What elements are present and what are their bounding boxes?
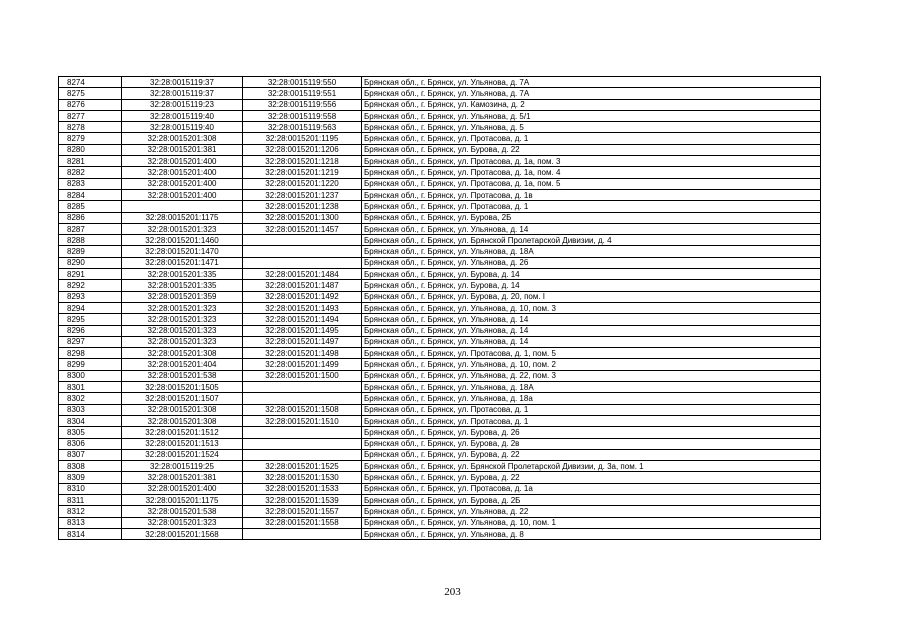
table-row [59,133,821,144]
address-cell: Брянская обл., г. Брянск, ул. Бурова, д. 14 [362,280,821,291]
row-number-cell: 8312 [59,506,122,517]
row-number-cell: 8299 [59,359,122,370]
parcel-cadastral-number-cell: 32:28:0015201:381 [122,472,243,483]
row-number-cell: 8304 [59,415,122,426]
parcel-cadastral-number-cell: 32:28:0015201:538 [122,506,243,517]
address-cell: Брянская обл., г. Брянск, ул. Ульянова, д. 14 [362,336,821,347]
object-cadastral-number-cell: 32:28:0015201:1219 [243,167,362,178]
row-number-cell: 8309 [59,472,122,483]
object-cadastral-number-cell: 32:28:0015201:1206 [243,144,362,155]
table-row [59,427,821,438]
object-cadastral-number-cell [243,235,362,246]
table-row [59,212,821,223]
parcel-cadastral-number-cell: 32:28:0015201:381 [122,144,243,155]
object-cadastral-number-cell: 32:28:0015201:1237 [243,189,362,200]
parcel-cadastral-number-cell: 32:28:0015201:1175 [122,494,243,505]
parcel-cadastral-number-cell: 32:28:0015201:308 [122,133,243,144]
table-body [59,77,821,540]
row-number-cell: 8274 [59,77,122,88]
parcel-cadastral-number-cell: 32:28:0015201:323 [122,336,243,347]
table-row [59,302,821,313]
address-cell: Брянская обл., г. Брянск, ул. Ульянова, д. 10, пом. 1 [362,517,821,528]
object-cadastral-number-cell: 32:28:0015201:1558 [243,517,362,528]
address-cell: Брянская обл., г. Брянск, ул. Ульянова, д. 14 [362,325,821,336]
address-cell: Брянская обл., г. Брянск, ул. Протасова, д. 1 [362,201,821,212]
object-cadastral-number-cell: 32:28:0015201:1495 [243,325,362,336]
table-row [59,110,821,121]
object-cadastral-number-cell [243,427,362,438]
row-number-cell: 8311 [59,494,122,505]
object-cadastral-number-cell [243,382,362,393]
address-cell: Брянская обл., г. Брянск, ул. Протасова, д. 1 [362,133,821,144]
table-row [59,235,821,246]
table-row [59,223,821,234]
object-cadastral-number-cell [243,393,362,404]
address-cell: Брянская обл., г. Брянск, ул. Бурова, д. 2в [362,438,821,449]
table-row [59,77,821,88]
table-row [59,404,821,415]
object-cadastral-number-cell: 32:28:0015201:1497 [243,336,362,347]
parcel-cadastral-number-cell: 32:28:0015201:1524 [122,449,243,460]
parcel-cadastral-number-cell: 32:28:0015119:25 [122,461,243,472]
object-cadastral-number-cell: 32:28:0015119:563 [243,122,362,133]
address-cell: Брянская обл., г. Брянск, ул. Камозина, д. 2 [362,99,821,110]
table-row [59,257,821,268]
parcel-cadastral-number-cell: 32:28:0015201:1568 [122,528,243,539]
address-cell: Брянская обл., г. Брянск, ул. Брянской Пролетарской Дивизии, д. 4 [362,235,821,246]
table-row [59,517,821,528]
row-number-cell: 8288 [59,235,122,246]
parcel-cadastral-number-cell: 32:28:0015201:400 [122,189,243,200]
row-number-cell: 8300 [59,370,122,381]
parcel-cadastral-number-cell: 32:28:0015201:323 [122,302,243,313]
object-cadastral-number-cell: 32:28:0015201:1494 [243,314,362,325]
row-number-cell: 8292 [59,280,122,291]
row-number-cell: 8281 [59,156,122,167]
address-cell: Брянская обл., г. Брянск, ул. Ульянова, д. 14 [362,314,821,325]
table-row [59,336,821,347]
parcel-cadastral-number-cell: 32:28:0015201:308 [122,404,243,415]
row-number-cell: 8285 [59,201,122,212]
row-number-cell: 8303 [59,404,122,415]
row-number-cell: 8308 [59,461,122,472]
parcel-cadastral-number-cell [122,201,243,212]
parcel-cadastral-number-cell: 32:28:0015119:37 [122,77,243,88]
row-number-cell: 8310 [59,483,122,494]
row-number-cell: 8276 [59,99,122,110]
address-cell: Брянская обл., г. Брянск, ул. Протасова, д. 1а, пом. 4 [362,167,821,178]
cadastral-table [58,76,821,540]
object-cadastral-number-cell: 32:28:0015201:1238 [243,201,362,212]
object-cadastral-number-cell: 32:28:0015201:1220 [243,178,362,189]
row-number-cell: 8280 [59,144,122,155]
parcel-cadastral-number-cell: 32:28:0015201:323 [122,325,243,336]
table-row [59,156,821,167]
parcel-cadastral-number-cell: 32:28:0015201:1470 [122,246,243,257]
parcel-cadastral-number-cell: 32:28:0015201:323 [122,223,243,234]
object-cadastral-number-cell: 32:28:0015119:550 [243,77,362,88]
object-cadastral-number-cell [243,257,362,268]
object-cadastral-number-cell: 32:28:0015201:1533 [243,483,362,494]
table-row [59,122,821,133]
address-cell: Брянская обл., г. Брянск, ул. Ульянова, д. 26 [362,257,821,268]
object-cadastral-number-cell: 32:28:0015201:1487 [243,280,362,291]
row-number-cell: 8301 [59,382,122,393]
object-cadastral-number-cell: 32:28:0015201:1510 [243,415,362,426]
parcel-cadastral-number-cell: 32:28:0015201:335 [122,280,243,291]
table-row [59,438,821,449]
table-row [59,178,821,189]
address-cell: Брянская обл., г. Брянск, ул. Протасова, д. 1 [362,415,821,426]
table-row [59,269,821,280]
object-cadastral-number-cell: 32:28:0015201:1499 [243,359,362,370]
object-cadastral-number-cell [243,246,362,257]
row-number-cell: 8284 [59,189,122,200]
parcel-cadastral-number-cell: 32:28:0015201:400 [122,156,243,167]
address-cell: Брянская обл., г. Брянск, ул. Протасова, д. 1а [362,483,821,494]
object-cadastral-number-cell: 32:28:0015119:551 [243,88,362,99]
row-number-cell: 8297 [59,336,122,347]
object-cadastral-number-cell: 32:28:0015201:1457 [243,223,362,234]
row-number-cell: 8278 [59,122,122,133]
table-row [59,189,821,200]
row-number-cell: 8283 [59,178,122,189]
row-number-cell: 8294 [59,302,122,313]
address-cell: Брянская обл., г. Брянск, ул. Протасова, д. 1а, пом. 5 [362,178,821,189]
parcel-cadastral-number-cell: 32:28:0015201:400 [122,483,243,494]
table-row [59,528,821,539]
object-cadastral-number-cell [243,449,362,460]
table-row [59,359,821,370]
address-cell: Брянская обл., г. Брянск, ул. Брянской Пролетарской Дивизии, д. 3а, пом. 1 [362,461,821,472]
parcel-cadastral-number-cell: 32:28:0015119:23 [122,99,243,110]
table-row [59,280,821,291]
object-cadastral-number-cell [243,528,362,539]
address-cell: Брянская обл., г. Брянск, ул. Бурова, д. 2Б [362,494,821,505]
object-cadastral-number-cell: 32:28:0015201:1539 [243,494,362,505]
row-number-cell: 8277 [59,110,122,121]
parcel-cadastral-number-cell: 32:28:0015201:1505 [122,382,243,393]
address-cell: Брянская обл., г. Брянск, ул. Ульянова, д. 18А [362,246,821,257]
object-cadastral-number-cell: 32:28:0015201:1218 [243,156,362,167]
address-cell: Брянская обл., г. Брянск, ул. Бурова, д. 26 [362,427,821,438]
address-cell: Брянская обл., г. Брянск, ул. Бурова, д. 22 [362,144,821,155]
table-row [59,325,821,336]
object-cadastral-number-cell: 32:28:0015201:1484 [243,269,362,280]
page-number: 203 [444,586,461,598]
parcel-cadastral-number-cell: 32:28:0015201:308 [122,348,243,359]
parcel-cadastral-number-cell: 32:28:0015119:40 [122,110,243,121]
address-cell: Брянская обл., г. Брянск, ул. Ульянова, д. 8 [362,528,821,539]
table-row [59,483,821,494]
parcel-cadastral-number-cell: 32:28:0015201:400 [122,178,243,189]
address-cell: Брянская обл., г. Брянск, ул. Ульянова, д. 10, пом. 2 [362,359,821,370]
table-row [59,99,821,110]
table-row [59,494,821,505]
parcel-cadastral-number-cell: 32:28:0015201:323 [122,314,243,325]
object-cadastral-number-cell: 32:28:0015201:1492 [243,291,362,302]
address-cell: Брянская обл., г. Брянск, ул. Ульянова, д. 5/1 [362,110,821,121]
parcel-cadastral-number-cell: 32:28:0015201:335 [122,269,243,280]
row-number-cell: 8290 [59,257,122,268]
object-cadastral-number-cell: 32:28:0015201:1498 [243,348,362,359]
address-cell: Брянская обл., г. Брянск, ул. Протасова, д. 1а, пом. 3 [362,156,821,167]
parcel-cadastral-number-cell: 32:28:0015119:37 [122,88,243,99]
table-row [59,449,821,460]
table-row [59,393,821,404]
table-row [59,472,821,483]
table-row [59,88,821,99]
row-number-cell: 8298 [59,348,122,359]
row-number-cell: 8279 [59,133,122,144]
parcel-cadastral-number-cell: 32:28:0015201:1471 [122,257,243,268]
address-cell: Брянская обл., г. Брянск, ул. Ульянова, д. 5 [362,122,821,133]
parcel-cadastral-number-cell: 32:28:0015201:323 [122,517,243,528]
row-number-cell: 8302 [59,393,122,404]
parcel-cadastral-number-cell: 32:28:0015119:40 [122,122,243,133]
object-cadastral-number-cell: 32:28:0015201:1557 [243,506,362,517]
object-cadastral-number-cell: 32:28:0015201:1530 [243,472,362,483]
address-cell: Брянская обл., г. Брянск, ул. Бурова, д. 14 [362,269,821,280]
parcel-cadastral-number-cell: 32:28:0015201:1460 [122,235,243,246]
table-row [59,246,821,257]
row-number-cell: 8293 [59,291,122,302]
table-row [59,506,821,517]
address-cell: Брянская обл., г. Брянск, ул. Ульянова, д. 7А [362,88,821,99]
table-row [59,291,821,302]
row-number-cell: 8307 [59,449,122,460]
parcel-cadastral-number-cell: 32:28:0015201:1507 [122,393,243,404]
table-row [59,314,821,325]
row-number-cell: 8313 [59,517,122,528]
object-cadastral-number-cell: 32:28:0015201:1300 [243,212,362,223]
row-number-cell: 8289 [59,246,122,257]
address-cell: Брянская обл., г. Брянск, ул. Ульянова, д. 18А [362,382,821,393]
table-row [59,382,821,393]
address-cell: Брянская обл., г. Брянск, ул. Бурова, 2Б [362,212,821,223]
address-cell: Брянская обл., г. Брянск, ул. Бурова, д. 20, пом. I [362,291,821,302]
address-cell: Брянская обл., г. Брянск, ул. Ульянова, д. 10, пом. 3 [362,302,821,313]
object-cadastral-number-cell: 32:28:0015201:1195 [243,133,362,144]
address-cell: Брянская обл., г. Брянск, ул. Протасова, д. 1, пом. 5 [362,348,821,359]
row-number-cell: 8286 [59,212,122,223]
address-cell: Брянская обл., г. Брянск, ул. Ульянова, д. 7А [362,77,821,88]
object-cadastral-number-cell: 32:28:0015119:558 [243,110,362,121]
row-number-cell: 8305 [59,427,122,438]
table-row [59,461,821,472]
parcel-cadastral-number-cell: 32:28:0015201:359 [122,291,243,302]
table-row [59,144,821,155]
object-cadastral-number-cell: 32:28:0015201:1525 [243,461,362,472]
table-row [59,370,821,381]
parcel-cadastral-number-cell: 32:28:0015201:404 [122,359,243,370]
row-number-cell: 8287 [59,223,122,234]
row-number-cell: 8314 [59,528,122,539]
address-cell: Брянская обл., г. Брянск, ул. Ульянова, д. 18а [362,393,821,404]
address-cell: Брянская обл., г. Брянск, ул. Протасова, д. 1в [362,189,821,200]
address-cell: Брянская обл., г. Брянск, ул. Бурова, д. 22 [362,449,821,460]
table-row [59,167,821,178]
object-cadastral-number-cell: 32:28:0015201:1500 [243,370,362,381]
parcel-cadastral-number-cell: 32:28:0015201:1513 [122,438,243,449]
parcel-cadastral-number-cell: 32:28:0015201:1512 [122,427,243,438]
object-cadastral-number-cell: 32:28:0015119:556 [243,99,362,110]
address-cell: Брянская обл., г. Брянск, ул. Ульянова, д. 22 [362,506,821,517]
parcel-cadastral-number-cell: 32:28:0015201:1175 [122,212,243,223]
address-cell: Брянская обл., г. Брянск, ул. Ульянова, д. 14 [362,223,821,234]
table-row [59,201,821,212]
object-cadastral-number-cell [243,438,362,449]
object-cadastral-number-cell: 32:28:0015201:1493 [243,302,362,313]
table-row [59,348,821,359]
parcel-cadastral-number-cell: 32:28:0015201:400 [122,167,243,178]
address-cell: Брянская обл., г. Брянск, ул. Бурова, д. 22 [362,472,821,483]
row-number-cell: 8295 [59,314,122,325]
address-cell: Брянская обл., г. Брянск, ул. Ульянова, д. 22, пом. 3 [362,370,821,381]
table-row [59,415,821,426]
row-number-cell: 8291 [59,269,122,280]
address-cell: Брянская обл., г. Брянск, ул. Протасова, д. 1 [362,404,821,415]
parcel-cadastral-number-cell: 32:28:0015201:538 [122,370,243,381]
object-cadastral-number-cell: 32:28:0015201:1508 [243,404,362,415]
row-number-cell: 8282 [59,167,122,178]
row-number-cell: 8275 [59,88,122,99]
row-number-cell: 8296 [59,325,122,336]
parcel-cadastral-number-cell: 32:28:0015201:308 [122,415,243,426]
row-number-cell: 8306 [59,438,122,449]
